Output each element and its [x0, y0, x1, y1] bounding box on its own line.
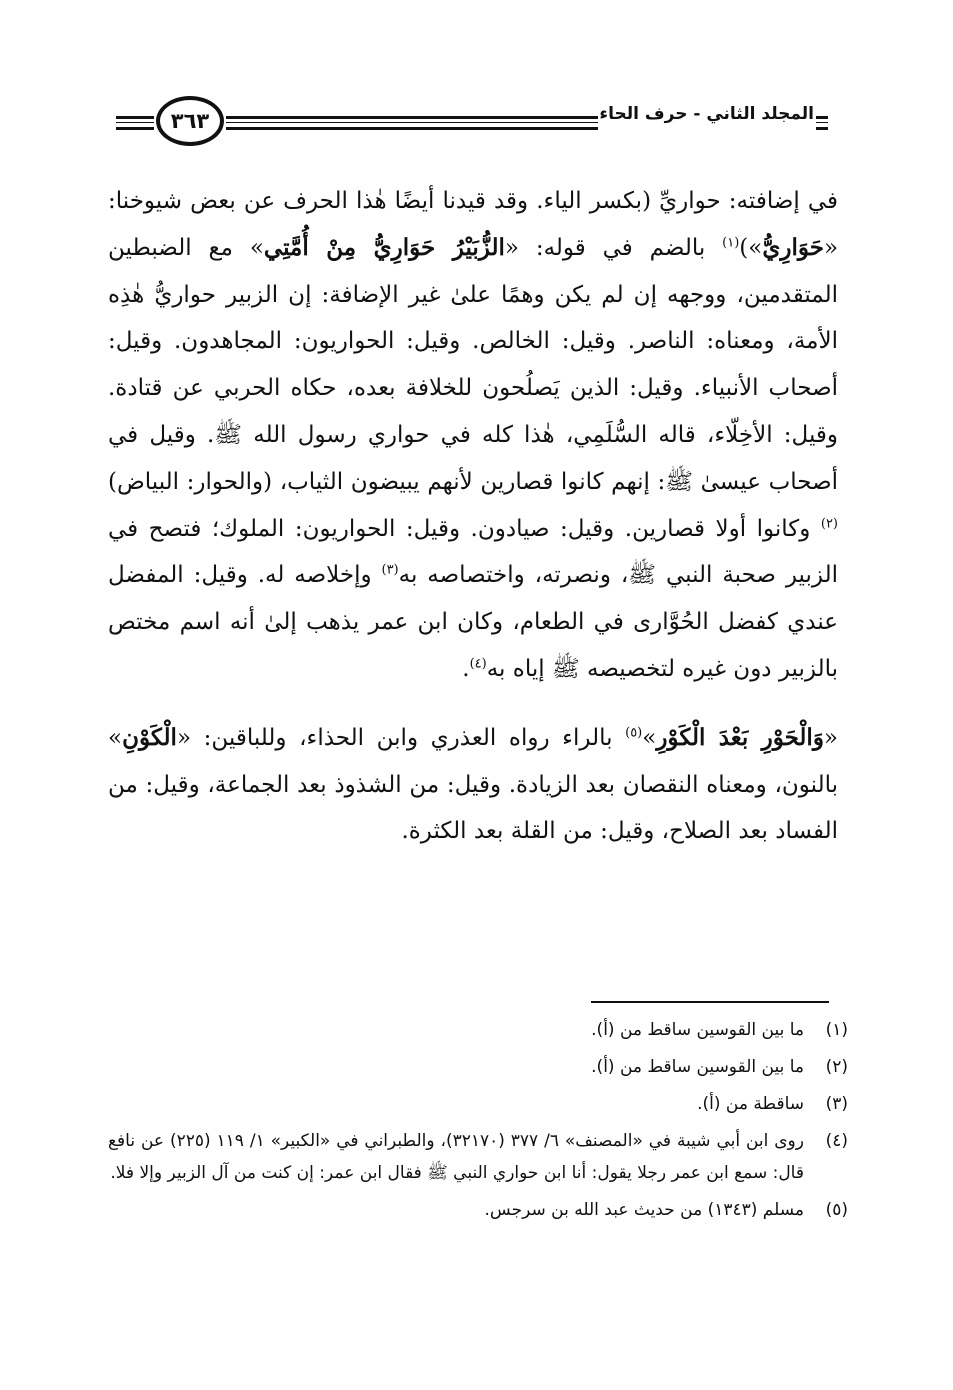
- footnote-number: (٢): [825, 1057, 848, 1077]
- page-header: [116, 98, 828, 158]
- footnote-ref[interactable]: (٤): [469, 656, 487, 672]
- header-rule: [116, 116, 154, 119]
- header-rule: [226, 116, 598, 119]
- main-text: [108, 178, 838, 855]
- header-rule: [226, 127, 598, 130]
- footnote-text: ساقطة من (أ).: [697, 1094, 804, 1114]
- header-rule: [816, 122, 828, 123]
- hadith-quote: وَالْحَوْرِ بَعْدَ الْكَوْرِ: [656, 723, 824, 751]
- text-run: » مع الضبطين المتقدمين، ووجهه إن لم يكن وهمًا علىٰ غير الإضافة: إن الزبير حواريُّ هٰذِه الأمة، ومعناه: الناصر. وقيل: الخالص. وقيل: الحواريون: المجاهدون. وقيل: أصحاب الأنبياء. وقيل: الذين يَصلُحون للخلافة بعده، حكاه الحربي عن قتادة. وقيل: الأخِلّاء، قاله السُّلَمِي، هٰذا كله في حواري رسول الله ﷺ. وقيل في أصحاب عيسىٰ ﷺ: إنهم كانوا قصارين لأنهم يبيضون الثياب، (والحوار: البياض): [108, 234, 838, 495]
- footnote-item: [108, 1125, 848, 1189]
- footnote-item: [108, 1088, 848, 1120]
- text-run: »: [642, 724, 657, 751]
- quoted-term: الْكَوْنِ: [122, 723, 177, 751]
- footnote-text: روى ابن أبي شيبة في «المصنف» ٦/ ٣٧٧ (٣٢١٧٠)، والطبراني في «الكبير» ١/ ١١٩ (٢٢٥) عن نافع قال: سمع ابن عمر رجلا يقول: أنا ابن حواري النبي ﷺ فقال ابن عمر: إن كنت من آل الزبير وإلا فلا.: [108, 1131, 804, 1183]
- footnote-ref[interactable]: (٣): [381, 562, 399, 578]
- paragraph-1: [108, 178, 838, 693]
- footnote-number: (٤): [825, 1131, 848, 1151]
- text-run: وإخلاصه له. وقيل: المفضل عندي كفضل الحُوَّارى في الطعام، وكان ابن عمر يذهب إلىٰ أنه اسم مختص بالزبير دون غيره لتخصيصه ﷺ إياه به: [108, 562, 838, 682]
- footnote-text: مسلم (١٣٤٣) من حديث عبد الله بن سرجس.: [484, 1200, 804, 1220]
- running-title: المجلد الثاني - حرف الحاء: [599, 104, 814, 124]
- text-run: »): [739, 234, 763, 261]
- footnote-number: (٥): [825, 1200, 848, 1220]
- footnote-text: ما بين القوسين ساقط من (أ).: [591, 1057, 804, 1077]
- footnotes: [108, 1014, 848, 1226]
- header-rule: [116, 122, 154, 123]
- footnote-item: [108, 1014, 848, 1046]
- page-number: ٣٦٣: [156, 96, 224, 146]
- text-run: في إضافته: حواريِّ (بكسر الياء. وقد قيدنا أيضًا هٰذا الحرف عن بعض شيوخنا: «: [108, 188, 839, 261]
- text-run: وكانوا أولا قصارين. وقيل: صيادون. وقيل: الحواريون: الملوك؛ فتصح في الزبير صحبة النبي ﷺ، ونصرته، واختصاصه به: [108, 515, 838, 589]
- header-rule: [116, 127, 154, 130]
- footnote-ref[interactable]: (٥): [625, 725, 643, 741]
- footnote-number: (١): [825, 1020, 848, 1040]
- paragraph-2: [108, 715, 838, 855]
- hadith-quote: الزُّبَيْرُ حَوَارِيُّ مِنْ أُمَّتِي: [263, 233, 505, 261]
- footnote-item: [108, 1194, 848, 1226]
- footnote-ref[interactable]: (١): [722, 235, 740, 251]
- footnote-item: [108, 1051, 848, 1083]
- text-run: «: [823, 724, 838, 751]
- text-run: » بالنون، ومعناه النقصان بعد الزيادة. وقيل: من الشذوذ بعد الجماعة، وقيل: من الفساد بعد الصلاح، وقيل: من القلة بعد الكثرة.: [108, 724, 838, 845]
- header-rule: [816, 127, 828, 130]
- text-run: .: [462, 655, 470, 682]
- footnote-text: ما بين القوسين ساقط من (أ).: [591, 1020, 804, 1040]
- text-run: بالضم في قوله: «: [504, 234, 723, 261]
- footnote-number: (٣): [825, 1094, 848, 1114]
- quoted-term: حَوَارِيُّ: [762, 233, 824, 261]
- header-rule: [226, 122, 598, 123]
- text-run: بالراء رواه العذري وابن الحذاء، وللباقين: «: [176, 724, 626, 751]
- footnote-ref[interactable]: (٢): [820, 515, 838, 531]
- header-rule: [816, 116, 828, 119]
- footnote-separator: [591, 1001, 829, 1003]
